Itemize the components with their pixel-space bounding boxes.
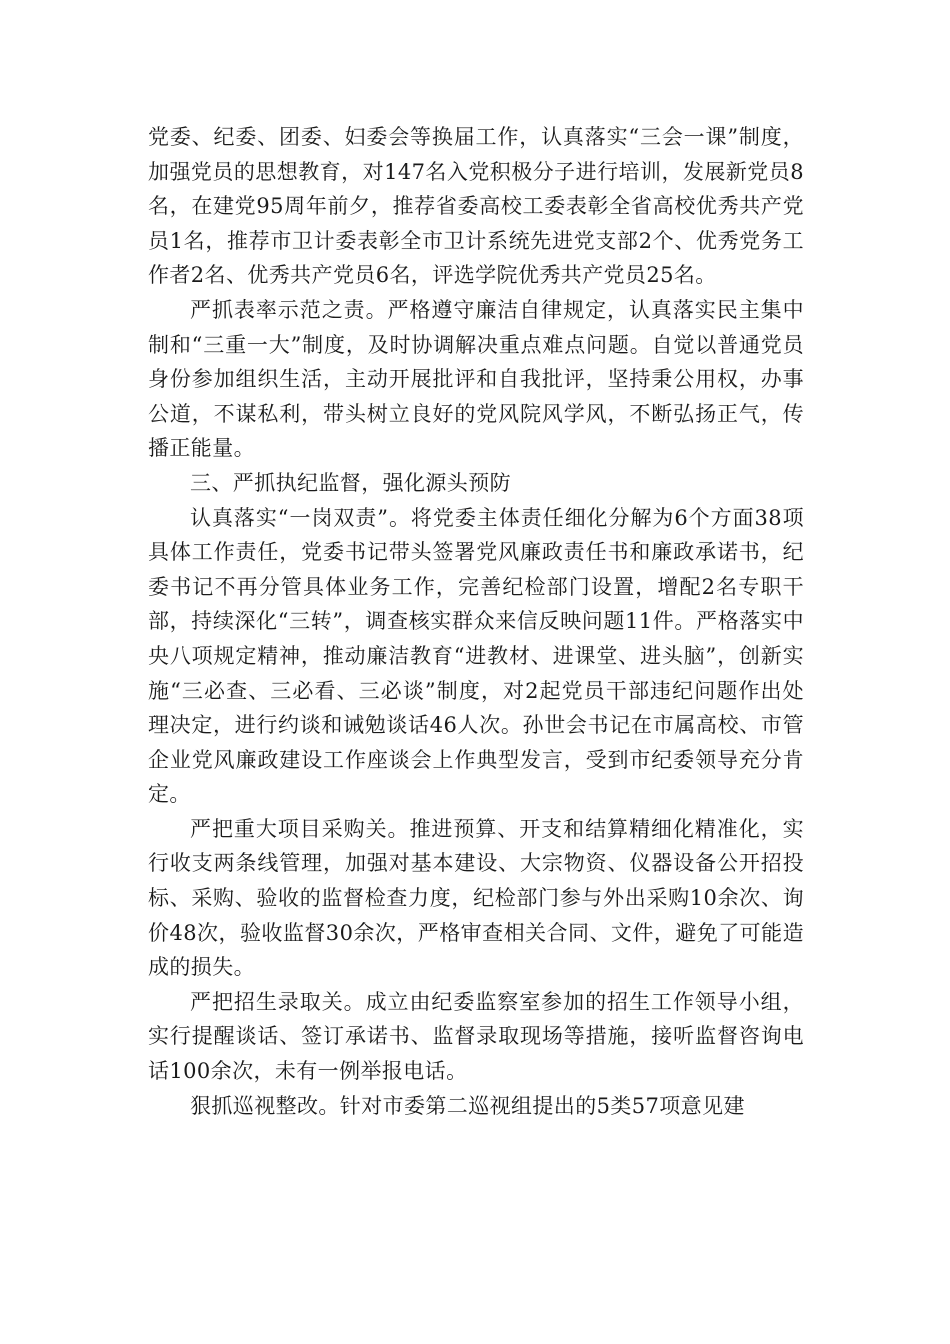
paragraph-dual-responsibility: 认真落实“一岗双责”。将党委主体责任细化分解为6个方面38项具体工作责任，党委书记带头签署党风廉政责任书和廉政承诺书，纪委书记不再分管具体业务工作，完善纪检部门设置，增配2名专职干部，持续深化“三转”，调查核实群众来信反映问题11件。严格落实中央八项规定精神，推动廉洁教育“进教材、进课堂、进头脑”，创新实施“三必查、三必看、三必谈”制度，对2起党员干部违纪问题作出处理决定，进行约谈和诫勉谈话46人次。孙世会书记在市属高校、市管企业党风廉政建设工作座谈会上作典型发言，受到市纪委领导充分肯定。 [148,505,804,807]
paragraph-procurement: 严把重大项目采购关。推进预算、开支和结算精细化精准化，实行收支两条线管理，加强对基本建设、大宗物资、仪器设备公开招投标、采购、验收的监督检查力度，纪检部门参与外出采购10余次、询价48次，验收监督30余次，严格审查相关合同、文件，避免了可能造成的损失。 [148,816,804,980]
paragraph-leadership-example: 严抓表率示范之责。严格遵守廉洁自律规定，认真落实民主集中制和“三重一大”制度，及时协调解决重点难点问题。自觉以普通党员身份参加组织生活，主动开展批评和自我批评，坚持秉公用权，办事公道，不谋私利，带头树立良好的党风院风学风，不断弘扬正气，传播正能量。 [148,297,804,461]
document-body [148,120,804,1123]
paragraph-admissions: 严把招生录取关。成立由纪委监察室参加的招生工作领导小组，实行提醒谈话、签订承诺书、监督录取现场等措施，接听监督咨询电话100余次，未有一例举报电话。 [148,989,804,1084]
paragraph-inspection: 狠抓巡视整改。针对市委第二巡视组提出的5类57项意见建 [190,1093,745,1118]
paragraph-continuation: 党委、纪委、团委、妇委会等换届工作，认真落实“三会一课”制度，加强党员的思想教育，对147名入党积极分子进行培训，发展新党员8名，在建党95周年前夕，推荐省委高校工委表彰全省高校优秀共产党员1名，推荐市卫计委表彰全市卫计系统先进党支部2个、优秀党务工作者2名、优秀共产党员6名，评选学院优秀共产党员25名。 [148,125,804,288]
section-heading: 三、严抓执纪监督，强化源头预防 [190,470,511,495]
